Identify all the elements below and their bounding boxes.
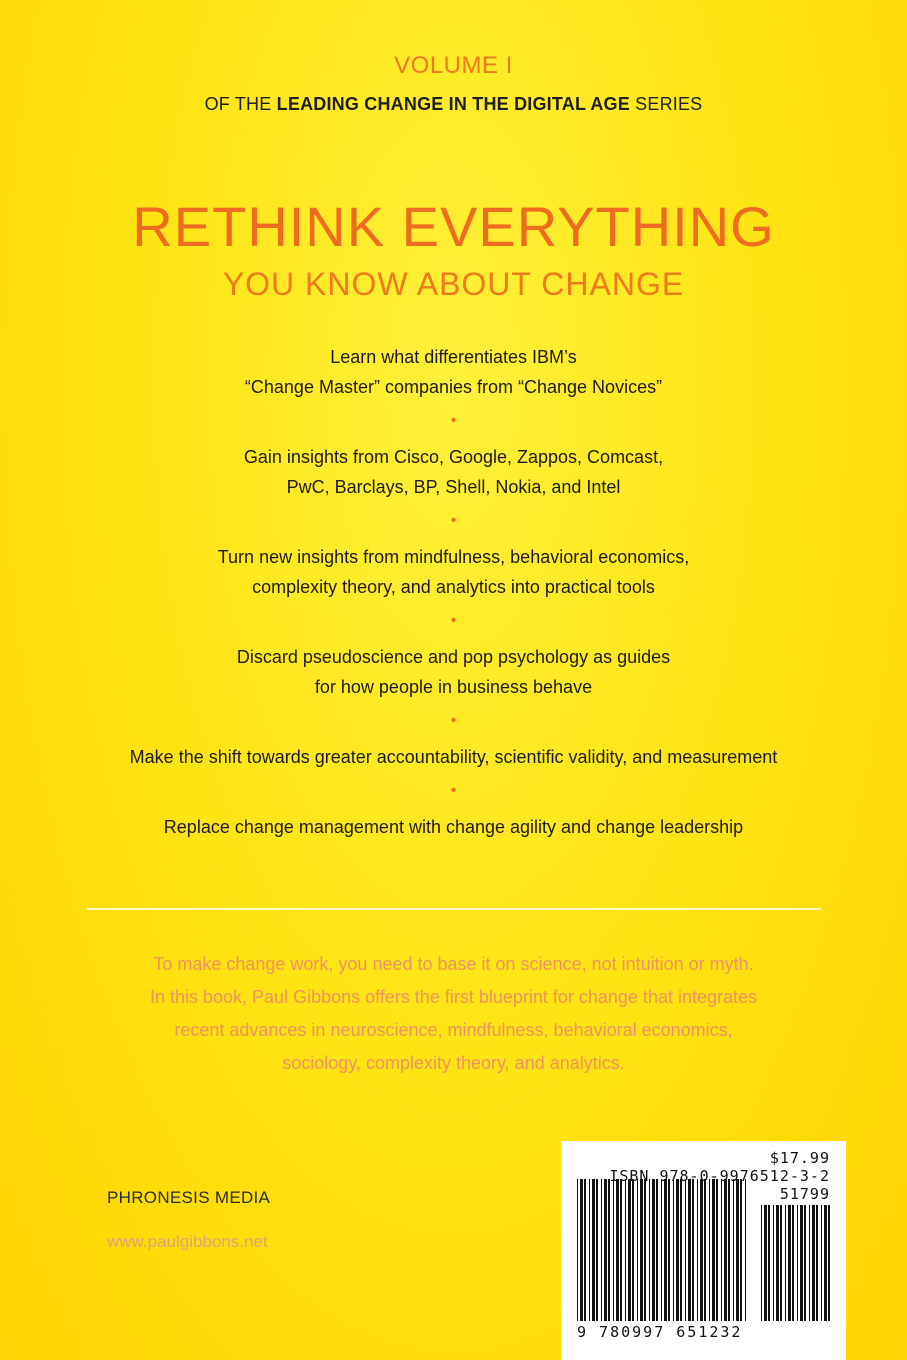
barcode-bar xyxy=(700,1179,703,1321)
barcode-bar xyxy=(797,1205,798,1321)
subheadline: YOU KNOW ABOUT CHANGE xyxy=(222,266,685,302)
bullet-list xyxy=(0,342,907,842)
bullet-separator-icon: • xyxy=(450,612,457,629)
barcode-bar xyxy=(668,1179,670,1321)
barcode-bar xyxy=(697,1179,698,1321)
barcode-bar xyxy=(620,1179,622,1321)
bullet-separator-icon: • xyxy=(450,712,457,729)
bullet-separator-icon: • xyxy=(450,412,457,429)
series-suffix: SERIES xyxy=(629,94,703,114)
barcode-bar xyxy=(637,1179,638,1321)
series-name: LEADING CHANGE IN THE DIGITAL AGE xyxy=(276,94,630,114)
bullet-item xyxy=(0,812,907,842)
barcode-bar xyxy=(773,1205,774,1321)
barcode-bar xyxy=(640,1179,643,1321)
barcode-bar xyxy=(828,1205,830,1321)
barcode-bar xyxy=(733,1179,734,1321)
bullet-line: “Change Master” companies from “Change Novices” xyxy=(244,377,663,397)
headline: RETHINK EVERYTHING xyxy=(132,195,775,258)
barcode-bar xyxy=(652,1179,655,1321)
barcode-bar xyxy=(616,1179,619,1321)
barcode-bar xyxy=(709,1179,710,1321)
bullet-line: Discard pseudoscience and pop psychology as guides xyxy=(236,647,671,667)
barcode-bar xyxy=(661,1179,662,1321)
series-prefix: OF THE xyxy=(204,94,277,114)
barcode-bar xyxy=(632,1179,634,1321)
publisher-name: PHRONESIS MEDIA xyxy=(107,1188,271,1207)
bullet-item xyxy=(0,342,907,402)
barcode-bar xyxy=(613,1179,614,1321)
barcode-bar xyxy=(812,1205,815,1321)
barcode-bar xyxy=(608,1179,610,1321)
volume-label: VOLUME I xyxy=(394,52,513,79)
barcode-panel xyxy=(561,1141,846,1360)
bullet-separator-icon: • xyxy=(450,782,457,799)
barcode-bar xyxy=(804,1205,806,1321)
barcode-bar xyxy=(596,1179,598,1321)
blurb-paragraph xyxy=(0,948,907,1080)
bullet-item xyxy=(0,642,907,702)
barcode-bar xyxy=(809,1205,810,1321)
bullet-line: Turn new insights from mindfulness, behavioral economics, xyxy=(217,547,690,567)
barcode-bar xyxy=(776,1205,779,1321)
barcode-bar xyxy=(589,1179,590,1321)
barcode-bar xyxy=(592,1179,595,1321)
barcode-bar xyxy=(664,1179,667,1321)
barcode-bar xyxy=(584,1179,586,1321)
isbn-label: ISBN 978-0-9976512-3-2 xyxy=(609,1167,830,1185)
barcode-bar xyxy=(821,1205,822,1321)
barcode-bar xyxy=(736,1179,739,1321)
bullet-item xyxy=(0,542,907,602)
barcode-bar xyxy=(577,1179,578,1321)
barcode-bar xyxy=(768,1205,770,1321)
series-line xyxy=(0,94,907,115)
barcode-bar xyxy=(800,1205,803,1321)
barcode-bar xyxy=(625,1179,626,1321)
barcode-bar xyxy=(764,1205,767,1321)
bullet-line: Learn what differentiates IBM’s xyxy=(330,347,577,367)
barcode-bar xyxy=(673,1179,674,1321)
blurb-line: To make change work, you need to base it on science, not intuition or myth. xyxy=(153,954,754,974)
bullet-line: for how people in business behave xyxy=(314,677,593,697)
barcode-bar xyxy=(785,1205,786,1321)
barcode-bar xyxy=(685,1179,686,1321)
barcode-bar xyxy=(680,1179,682,1321)
price-code-label: 51799 xyxy=(779,1185,830,1203)
barcode-bar xyxy=(745,1179,746,1321)
barcode-bar xyxy=(676,1179,679,1321)
barcode-bar xyxy=(580,1179,583,1321)
divider xyxy=(87,908,821,910)
barcode-bar xyxy=(601,1179,602,1321)
barcode-bar xyxy=(656,1179,658,1321)
bullet-item xyxy=(0,742,907,772)
barcode-bar xyxy=(649,1179,650,1321)
barcode-bar xyxy=(724,1179,727,1321)
bullet-line: PwC, Barclays, BP, Shell, Nokia, and Intel xyxy=(286,477,621,497)
barcode-bar xyxy=(761,1205,762,1321)
price-label: $17.99 xyxy=(769,1149,830,1167)
bullet-line: Replace change management with change agility and change leadership xyxy=(163,817,744,837)
barcode-bar xyxy=(716,1179,718,1321)
barcode-bar xyxy=(728,1179,730,1321)
barcode-bar xyxy=(792,1205,794,1321)
bullet-separator-icon: • xyxy=(450,512,457,529)
blurb-line: In this book, Paul Gibbons offers the first blueprint for change that integrates xyxy=(149,987,758,1007)
bullet-line: Gain insights from Cisco, Google, Zappos, Comcast, xyxy=(243,447,664,467)
blurb-line: recent advances in neuroscience, mindfulness, behavioral economics, xyxy=(174,1020,733,1040)
barcode-bar xyxy=(816,1205,818,1321)
barcode-bar xyxy=(692,1179,694,1321)
barcode-bar xyxy=(644,1179,646,1321)
bullet-line: complexity theory, and analytics into practical tools xyxy=(252,577,655,597)
ean-digits: 9 780997 651232 xyxy=(577,1323,743,1341)
bullet-line: Make the shift towards greater accountability, scientific validity, and measurement xyxy=(129,747,778,767)
website-url: www.paulgibbons.net xyxy=(107,1232,268,1251)
barcode-bar xyxy=(704,1179,706,1321)
barcode-bar xyxy=(628,1179,631,1321)
barcode-bar xyxy=(788,1205,791,1321)
barcode-bar xyxy=(780,1205,782,1321)
barcode-bar xyxy=(740,1179,742,1321)
bullet-item xyxy=(0,442,907,502)
barcode-bar xyxy=(721,1179,722,1321)
blurb-line: sociology, complexity theory, and analytics. xyxy=(282,1053,625,1073)
barcode-bar xyxy=(824,1205,827,1321)
barcode-bar xyxy=(604,1179,607,1321)
barcode-bar xyxy=(712,1179,715,1321)
barcode-bar xyxy=(688,1179,691,1321)
